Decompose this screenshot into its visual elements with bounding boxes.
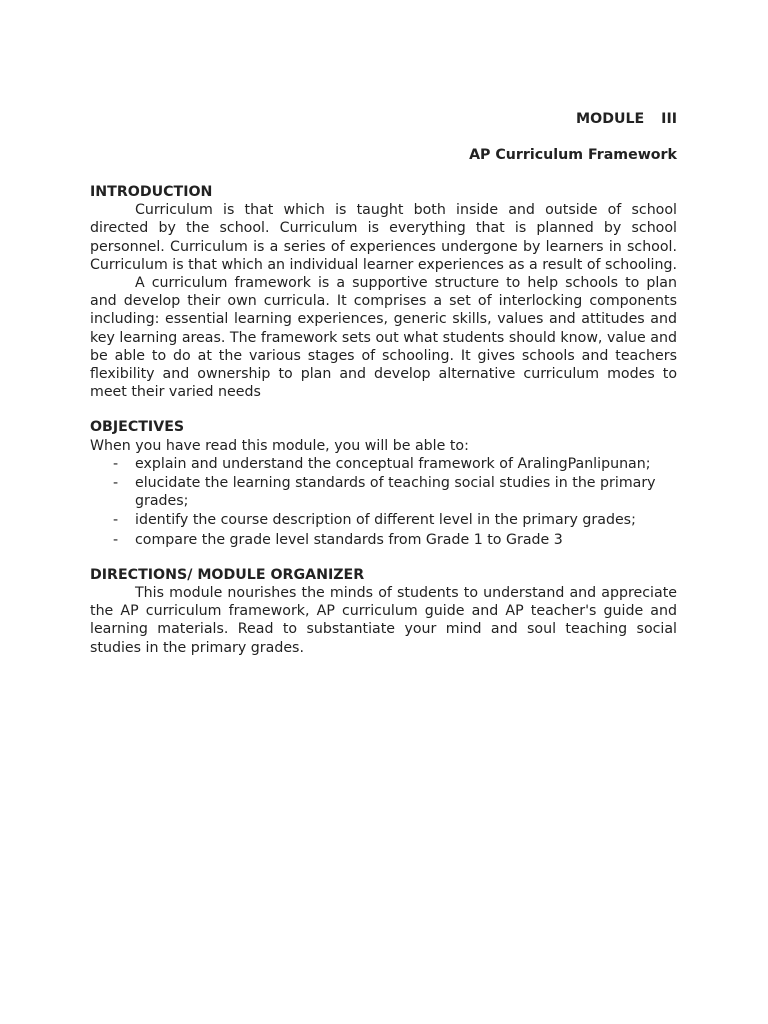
objective-item [90,455,677,473]
module-label: MODULE III [576,111,677,127]
objective-item [90,531,677,549]
introduction-paragraph-2: A curriculum framework is a supportive structure to help schools to plan and develop their own curricula. It comprises a set of interlocking components including: essential learning experiences, generic skills, values and attitudes and key learning areas. The framework sets out what students should know, value and be able to do at the various stages of schooling. It gives schools and teachers flexibility and ownership to plan and develop alternative curriculum modes to meet their varied needs [90,275,677,401]
document-page [90,110,677,657]
objective-text: elucidate the learning standards of teaching social studies in the primary grades; [135,475,656,510]
list-dash: - [113,531,119,548]
list-dash: - [113,475,119,492]
objectives-intro: When you have read this module, you will be able to: [90,437,469,454]
objective-text: identify the course description of different level in the primary grades; [135,512,636,529]
introduction-heading: INTRODUCTION [90,184,213,200]
list-dash: - [113,455,119,472]
directions-paragraph: This module nourishes the minds of students to understand and appreciate the AP curriculum framework, AP curriculum guide and AP teacher's guide and learning materials. Read to substantiate your mind and soul teaching social studies in the primary grades. [90,585,677,656]
document-title: AP Curriculum Framework [469,147,677,163]
objectives-heading: OBJECTIVES [90,419,185,436]
objective-item [90,474,677,510]
directions-heading: DIRECTIONS/ MODULE ORGANIZER [90,566,365,583]
list-dash: - [113,512,119,529]
objective-item [90,511,677,529]
objective-text: explain and understand the conceptual framework of AralingPanlipunan; [135,455,651,472]
introduction-paragraph-1: Curriculum is that which is taught both inside and outside of school directed by the school. Curriculum is everything that is planned by school personnel. Curriculum is a series of experiences undergone by learners in school. Curriculum is that which an individual learner experiences as a result of schooling. [90,202,677,273]
objective-text: compare the grade level standards from Grade 1 to Grade 3 [135,531,563,548]
objectives-list [90,455,677,549]
